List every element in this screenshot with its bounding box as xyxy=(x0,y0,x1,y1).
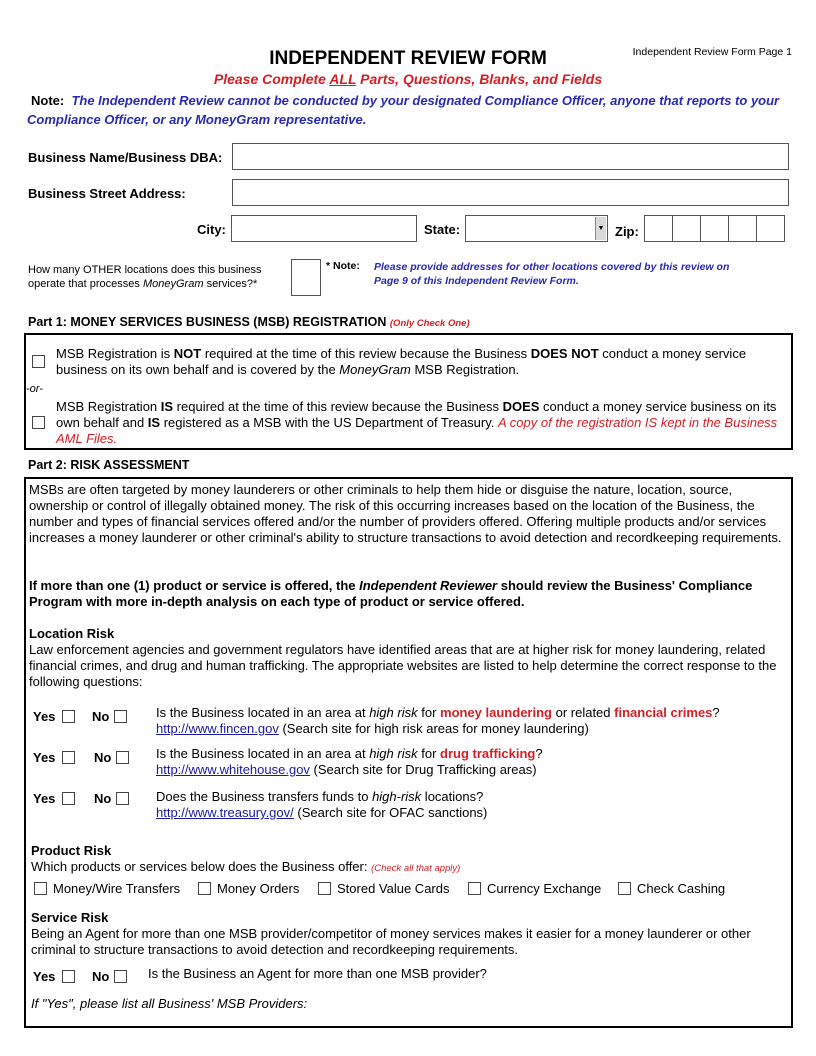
q3-no-checkbox[interactable] xyxy=(116,792,129,805)
page-label: Independent Review Form Page 1 xyxy=(632,46,792,58)
q4-no-label: No xyxy=(92,969,110,984)
product-label-check-cashing: Check Cashing xyxy=(637,881,726,896)
q3-yes-label: Yes xyxy=(33,791,56,806)
product-label-money-wire: Money/Wire Transfers xyxy=(53,881,181,896)
or-separator: -or- xyxy=(26,383,43,395)
street-address-input[interactable] xyxy=(232,179,789,206)
part1-heading: Part 1: MONEY SERVICES BUSINESS (MSB) REGISTRATION (Only Check One) xyxy=(28,315,470,329)
other-locations-question: How many OTHER locations does this business operate that processes MoneyGram services?* xyxy=(28,264,262,290)
msb-not-required-text: MSB Registration is NOT required at the time of this review because the Business DOES NOT conduct a money service business on its own behalf and is covered by the MoneyGram MSB Registration. xyxy=(56,346,747,377)
multi-product-note: If more than one (1) product or service is offered, the Independent Reviewer should review the Business' Compliance Program with more in-depth analysis on each type of product or service offered. xyxy=(29,578,753,609)
q4-yes-checkbox[interactable] xyxy=(62,970,75,983)
service-risk-text: Being an Agent for more than one MSB provider/competitor of money services makes it easier for a money launderer or other criminal to structure transactions to avoid detection and recordkeeping requirements. xyxy=(31,926,751,957)
q2-no-checkbox[interactable] xyxy=(116,751,129,764)
q2-no-label: No xyxy=(94,750,112,765)
product-label-stored-value: Stored Value Cards xyxy=(337,881,450,896)
msb-not-required-checkbox[interactable] xyxy=(32,355,45,368)
reviewer-note: Note: The Independent Review cannot be conducted by your designated Compliance Officer, anyone that reports to your Compliance Officer, or any MoneyGram representative. xyxy=(27,93,780,127)
product-checkbox-currency-exchange[interactable] xyxy=(468,882,481,895)
chevron-down-icon[interactable]: ▼ xyxy=(595,217,606,240)
q1-text: Is the Business located in an area at high risk for money laundering or related financial crimes? http://www.fincen.gov (Search site for high risk areas for money laundering) xyxy=(156,705,720,736)
product-checkbox-stored-value[interactable] xyxy=(318,882,331,895)
product-label-currency-exchange: Currency Exchange xyxy=(487,881,602,896)
locations-note-label: * Note: xyxy=(326,260,360,272)
q4-no-checkbox[interactable] xyxy=(114,970,127,983)
msb-required-text: MSB Registration IS required at the time of this review because the Business DOES conduct a money service business on its own behalf and IS registered as a MSB with the US Department of Treasury. A copy of the registration IS kept in the Business AML Files. xyxy=(56,399,778,446)
q4-yes-label: Yes xyxy=(33,969,56,984)
q3-yes-checkbox[interactable] xyxy=(62,792,75,805)
zip-digit-4[interactable] xyxy=(728,215,757,242)
form-subtitle: Please Complete ALL Parts, Questions, Blanks, and Fields xyxy=(213,71,603,87)
other-locations-input[interactable] xyxy=(291,259,321,296)
product-checkbox-money-orders[interactable] xyxy=(198,882,211,895)
msb-required-checkbox[interactable] xyxy=(32,416,45,429)
state-select[interactable] xyxy=(465,215,608,242)
q4-text: Is the Business an Agent for more than one MSB provider? xyxy=(148,966,487,981)
q3-no-label: No xyxy=(94,791,112,806)
state-label: State: xyxy=(424,222,461,237)
product-checkbox-check-cashing[interactable] xyxy=(618,882,631,895)
product-checkbox-money-wire[interactable] xyxy=(34,882,47,895)
q2-yes-checkbox[interactable] xyxy=(62,751,75,764)
q1-no-label: No xyxy=(92,709,110,724)
q1-yes-checkbox[interactable] xyxy=(62,710,75,723)
street-address-label: Business Street Address: xyxy=(28,186,186,201)
q1-yes-label: Yes xyxy=(33,709,56,724)
product-risk-heading: Product Risk xyxy=(31,843,112,858)
locations-note-text: Please provide addresses for other locations covered by this review on Page 9 of this Independent Review Form. xyxy=(374,261,730,287)
business-name-label: Business Name/Business DBA: xyxy=(28,150,223,165)
service-risk-heading: Service Risk xyxy=(31,910,109,925)
zip-digit-5[interactable] xyxy=(756,215,785,242)
q2-yes-label: Yes xyxy=(33,750,56,765)
q2-text: Is the Business located in an area at high risk for drug trafficking? http://www.whitehouse.gov (Search site for Drug Trafficking areas) xyxy=(156,746,543,777)
zip-digit-2[interactable] xyxy=(672,215,701,242)
part2-heading: Part 2: RISK ASSESSMENT xyxy=(28,458,190,472)
location-risk-heading: Location Risk xyxy=(29,626,115,641)
location-risk-text: Law enforcement agencies and government regulators have identified areas that are at higher risk for money laundering, related financial crimes, and drug and human trafficking. The appropriate websites are listed to help determine the correct response to the following questions: xyxy=(29,642,777,689)
q1-no-checkbox[interactable] xyxy=(114,710,127,723)
treasury-link[interactable]: http://www.treasury.gov/ xyxy=(156,805,294,820)
form-title: INDEPENDENT REVIEW FORM xyxy=(269,48,547,69)
whitehouse-link[interactable]: http://www.whitehouse.gov xyxy=(156,762,310,777)
product-risk-text: Which products or services below does the Business offer: (Check all that apply) xyxy=(31,859,461,874)
product-label-money-orders: Money Orders xyxy=(217,881,300,896)
city-input[interactable] xyxy=(231,215,417,242)
risk-intro: MSBs are often targeted by money launderers or other criminals to help them hide or disguise the nature, location, source, ownership or control of illegally obtained money. The risk of this occurring increases based on the location of the Business, the number and types of financial services offered and/or the number of providers offered. Offering multiple products and/or services increases a money launderer or other criminal's ability to structure transactions to avoid detection and recordkeeping requirements. xyxy=(29,482,782,545)
q3-text: Does the Business transfers funds to high-risk locations? http://www.treasury.gov/ (Search site for OFAC sanctions) xyxy=(156,789,488,820)
zip-digit-1[interactable] xyxy=(644,215,673,242)
fincen-link[interactable]: http://www.fincen.gov xyxy=(156,721,279,736)
business-name-input[interactable] xyxy=(232,143,789,170)
zip-input[interactable] xyxy=(644,215,785,242)
zip-label: Zip: xyxy=(615,224,639,239)
city-label: City: xyxy=(197,222,226,237)
zip-digit-3[interactable] xyxy=(700,215,729,242)
msb-providers-prompt: If "Yes", please list all Business' MSB Providers: xyxy=(31,996,308,1011)
